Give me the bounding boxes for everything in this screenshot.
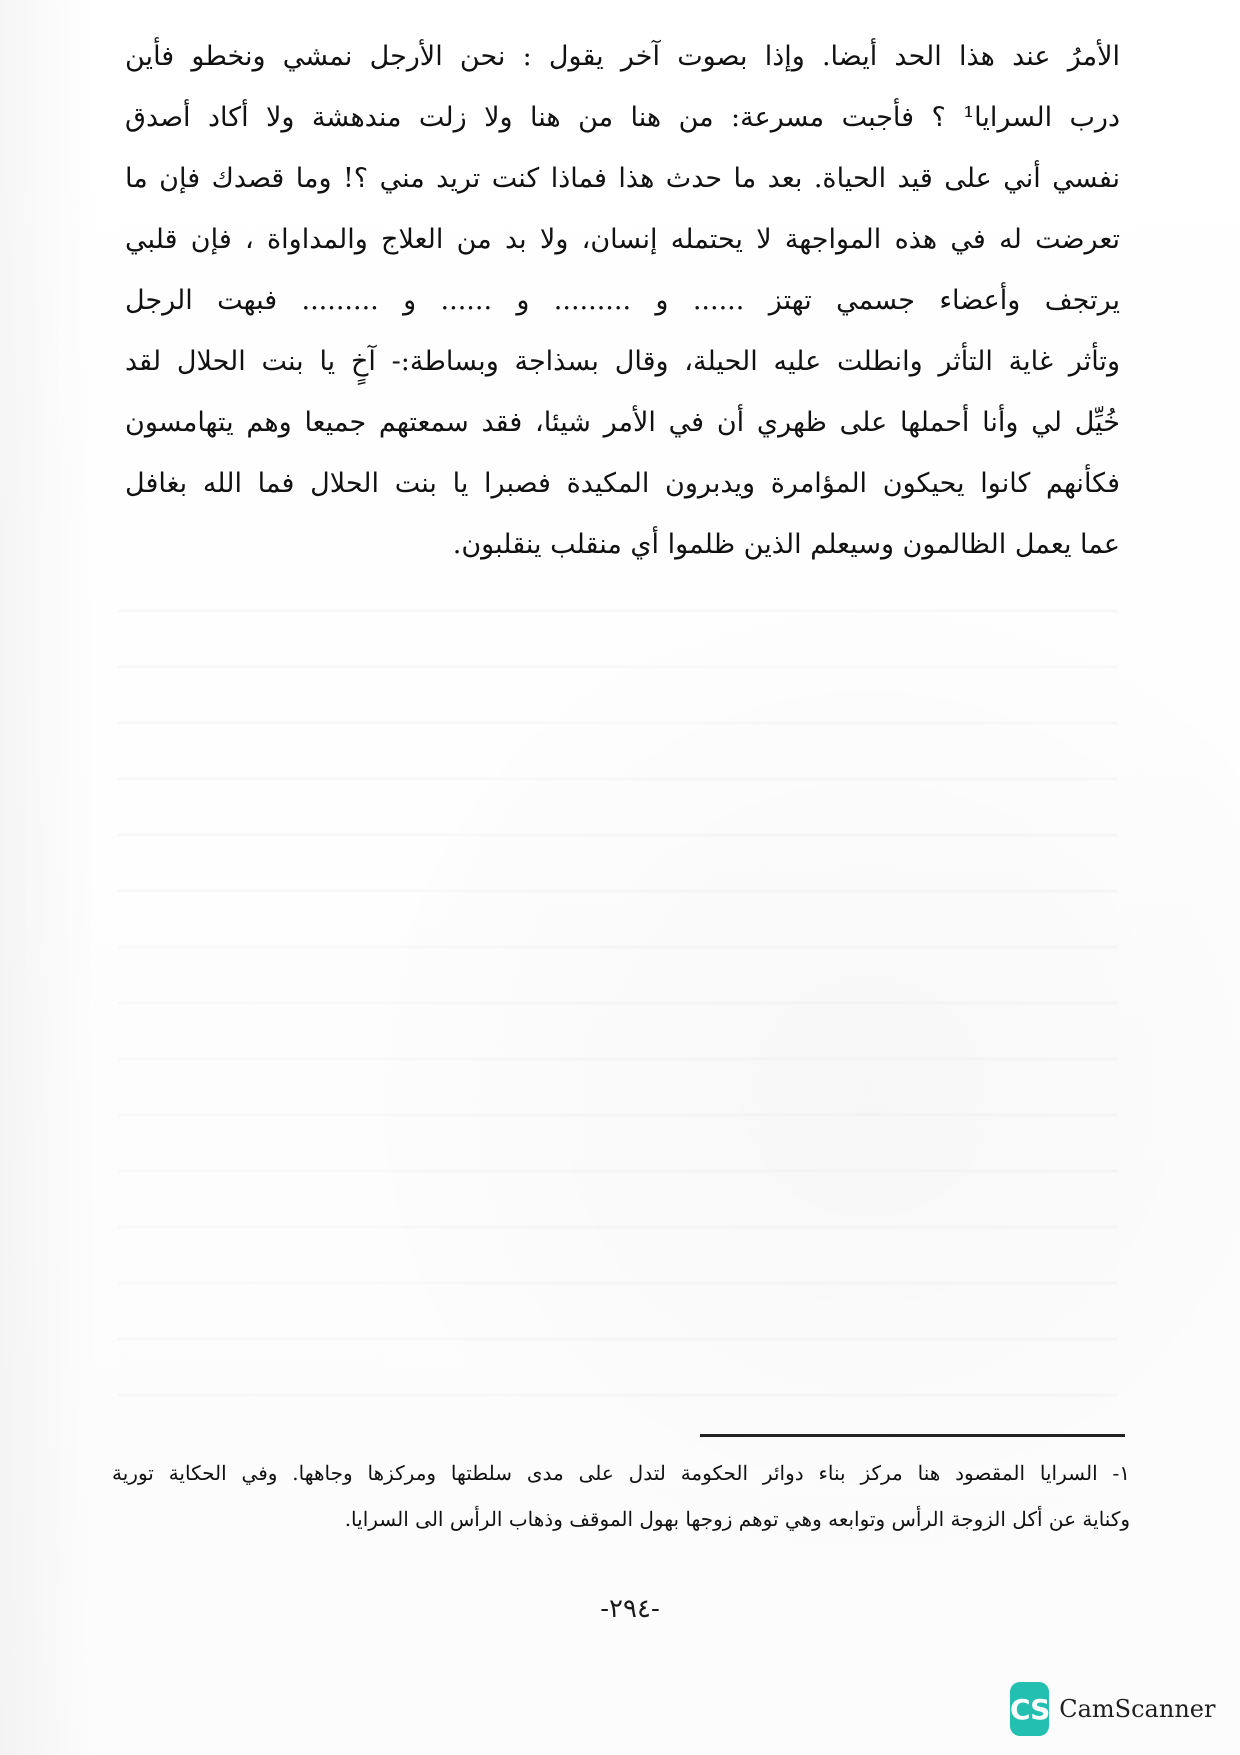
footnote-line-2: وكناية عن أكل الزوجة الرأس وتوابعه وهي توهم زوجها بهول الموقف وذهاب الرأس الى السرايا. — [344, 1507, 1130, 1531]
camscanner-label: CamScanner — [1059, 1695, 1216, 1723]
body-text-line-2: درب السرايا¹ ؟ فأجبت مسرعة: من هنا من هنا ولا زلت مندهشة ولا أكاد أصدق — [125, 102, 1120, 133]
page-number: -٢٩٤- — [600, 1594, 660, 1624]
body-text-line-3: نفسي أني على قيد الحياة. بعد ما حدث هذا فماذا كنت تريد مني ؟! وما قصدك فإن ما — [125, 163, 1120, 194]
camscanner-watermark — [1010, 1677, 1216, 1741]
camscanner-logo-icon: CS — [1010, 1682, 1049, 1736]
footnote-block — [112, 1450, 1130, 1542]
body-text-line-8: فكأنهم كانوا يحيكون المؤامرة ويدبرون المكيدة فصبرا يا بنت الحلال فما الله بغافل — [125, 468, 1120, 499]
scan-edge-shadow — [0, 0, 96, 1755]
main-text-block — [125, 26, 1120, 575]
footnote-separator — [700, 1434, 1125, 1437]
body-text-line-9: عما يعمل الظالمون وسيعلم الذين ظلموا أي منقلب ينقلبون. — [452, 529, 1120, 560]
body-text-line-1: الأمرُ عند هذا الحد أيضا. وإذا بصوت آخر يقول : نحن الأرجل نمشي ونخطو فأين — [125, 41, 1120, 72]
body-text-line-4: تعرضت له في هذه المواجهة لا يحتمله إنسان، ولا بد من العلاج والمداواة ، فإن قلبي — [125, 224, 1120, 255]
show-through-text-shadow — [118, 590, 1118, 1450]
body-text-line-7: خُيِّل لي وأنا أحملها على ظهري أن في الأمر شيئا، فقد سمعتهم جميعا وهم يتهامسون — [125, 407, 1120, 438]
footnote-line-1: ١- السرايا المقصود هنا مركز بناء دوائر الحكومة لتدل على مدى سلطتها ومركزها وجاهها. وفي الحكاية تورية — [112, 1461, 1130, 1485]
body-text-line-5: يرتجف وأعضاء جسمي تهتز ...... و ......... و ...... و ......... فبهت الرجل — [125, 285, 1120, 316]
body-text-line-6: وتأثر غاية التأثر وانطلت عليه الحيلة، وقال بسذاجة وبساطة:- آخٍ يا بنت الحلال لقد — [125, 346, 1120, 377]
